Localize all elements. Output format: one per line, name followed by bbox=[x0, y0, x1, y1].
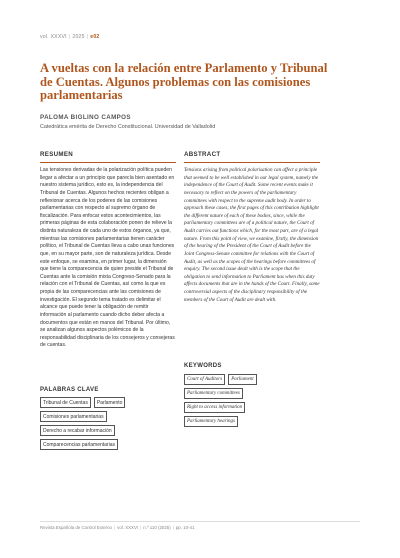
keyword-row bbox=[184, 402, 320, 413]
keywords-en-heading: KEYWORDS bbox=[184, 363, 222, 369]
keyword-tag: Comisiones parlamentarias bbox=[40, 411, 107, 422]
keywords-es-heading: PALABRAS CLAVE bbox=[40, 387, 99, 393]
header-page: e02 bbox=[90, 34, 100, 40]
footer-number: n.º 110 (2025) bbox=[143, 525, 171, 530]
keyword-tag: Derecho a recabar información bbox=[40, 425, 115, 436]
page-header: vol. XXXVI | 2025 | e02 bbox=[40, 34, 100, 40]
footer-volume: vol. XXXVI bbox=[117, 525, 139, 530]
keyword-row bbox=[184, 416, 320, 427]
keyword-tag: Parliament bbox=[228, 374, 257, 385]
resumen-heading: RESUMEN bbox=[40, 151, 176, 163]
keyword-row bbox=[40, 425, 176, 436]
keyword-tag: Comparecencias parlamentarias bbox=[40, 439, 118, 450]
header-volume: vol. XXXVI bbox=[40, 34, 67, 40]
keyword-row bbox=[40, 411, 176, 422]
keyword-tag: Court of Auditors bbox=[184, 374, 225, 385]
article-title: A vueltas con la relación entre Parlamento y Tribunal de Cuentas. Algunos problemas con las comisiones parlamentarias bbox=[40, 61, 328, 103]
keyword-tag: Parlamento bbox=[94, 397, 126, 408]
keywords-es-list bbox=[40, 397, 176, 450]
abstract-heading: ABSTRACT bbox=[184, 151, 320, 163]
keyword-row bbox=[40, 439, 176, 450]
page-footer: Revista Española de Control Externo | vol. XXXVI | n.º 110 (2025) | pp. 10-41 bbox=[40, 521, 360, 530]
keywords-en-list bbox=[184, 374, 320, 427]
author-affiliation: Catedrática emérita de Derecho Constitucional. Universidad de Valladolid bbox=[40, 124, 216, 130]
header-year: 2025 bbox=[72, 34, 85, 40]
keyword-tag: Parliamentary hearings bbox=[184, 416, 238, 427]
footer-pages: pp. 10-41 bbox=[175, 525, 195, 530]
keyword-row bbox=[40, 397, 176, 408]
abstract-text: Tensions arising from political polarisation can affect a principle that seemed to be well established in our legal system, namely the independence of the Court of Audit. Some recent events make it necessary to reflect on the powers of the parliamentary committees with respect to the supreme audit body. In order to approach these cases, the first pages of this contribution highlight the different nature of each of these bodies, since, while the parliamentary committees are of a political nature, the Court of Audit carries out functions which, for the most part, are of a legal nature. From this point of view, we examine, firstly, the dimension of the hearing of the President of the Court of Audit before the Joint Congress-Senate committee for relations with the Court of Audit, as well as the scopes of the hearings before committees of enquiry. The second issue dealt with is the scope that the obligation to send information to Parliament has when this duty affects documents that are in the hands of the Court. Finally, some controversial aspects of the disciplinary responsibility of the members of the Court of Audit are dealt with. bbox=[184, 167, 320, 303]
keyword-tag: Right to access information bbox=[184, 402, 245, 413]
resumen-text: Las tensiones derivadas de la polarización política pueden llegar a afectar a un principio que parecía bien asentado en nuestro sistema jurídico, esto es, la independencia del Tribunal de Cuentas. Algunos hechos recientes obligan a reflexionar acerca de los poderes de las comisiones parlamentarias con respecto al supremo órgano de fiscalización. Para enfocar estos acontecimientos, las primeras páginas de esta colaboración ponen de relieve la distinta naturaleza de cada uno de estos órganos, ya que, mientras las comisiones parlamentarias tienen carácter político, el Tribunal de Cuentas lleva a cabo unas funciones que, en su mayor parte, son de naturaleza jurídica. Desde este enfoque, se examina, en primer lugar, la dimensión que tiene la comparecencia de quien preside el Tribunal de Cuentas ante la comisión mixta Congreso-Senado para la relación con el Tribunal de Cuentas, así como la que es propia de las comparecencias ante las comisiones de investigación. El segundo tema tratado es delimitar el alcance que puede tener la obligación de remitir información al parlamento cuando dicho deber afecta a documentos que están en manos del Tribunal. Por último, se analizan algunos aspectos polémicos de la responsabilidad disciplinaria de los consejeros y consejeras de cuentas. bbox=[40, 167, 175, 349]
keyword-tag: Tribunal de Cuentas bbox=[40, 397, 91, 408]
keyword-row bbox=[184, 374, 320, 385]
author-name: PALOMA BIGLINO CAMPOS bbox=[40, 114, 131, 121]
keyword-tag: Parliamentary committees bbox=[184, 388, 243, 399]
keyword-row bbox=[184, 388, 320, 399]
footer-journal: Revista Española de Control Externo bbox=[40, 525, 112, 530]
